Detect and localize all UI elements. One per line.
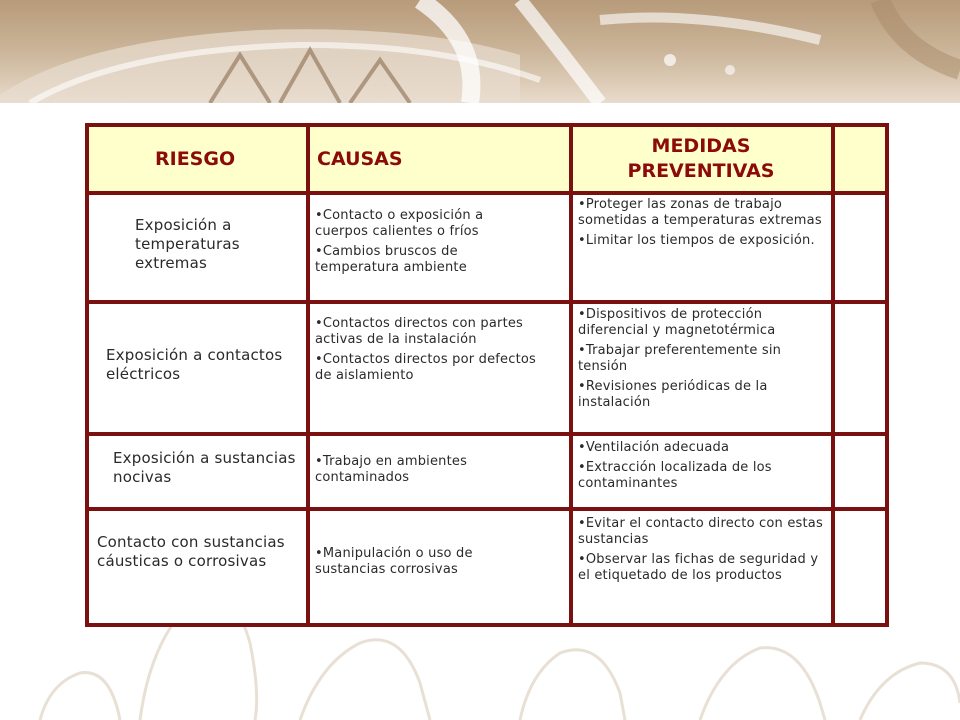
header-causas-cell — [310, 127, 569, 191]
list-item: •Ventilación adecuada — [578, 440, 730, 455]
row3-riesgo-cell — [89, 436, 306, 507]
list-item: •Dispositivos de protección diferencial y magnetotérmica — [578, 307, 776, 338]
list-item: •Proteger las zonas de trabajo sometidas a temperaturas extremas — [578, 197, 822, 228]
header-banner — [0, 0, 960, 103]
row2-riesgo: Exposición a contactos eléctricos — [106, 346, 283, 383]
header-medidas-cell — [573, 127, 831, 191]
row3-empty-cell — [835, 436, 885, 507]
row3-causas-cell — [310, 436, 569, 507]
row2-causas-list — [315, 316, 550, 388]
risk-table — [85, 123, 889, 627]
row1-causas-list — [315, 208, 530, 280]
row1-riesgo-cell — [89, 195, 306, 300]
list-item: •Contacto o exposición a cuerpos calientes o fríos — [315, 208, 484, 239]
row3-riesgo: Exposición a sustancias nocivas — [113, 449, 296, 486]
row3-medidas-list — [578, 440, 823, 496]
header-riesgo: RIESGO — [155, 148, 236, 170]
list-item: •Extracción localizada de los contaminantes — [578, 460, 772, 491]
list-item: •Manipulación o uso de sustancias corrosivas — [315, 546, 473, 577]
row2-riesgo-cell — [89, 304, 306, 432]
row2-causas-cell — [310, 304, 569, 432]
row2-medidas-cell — [573, 304, 831, 432]
list-item: •Observar las fichas de seguridad y el etiquetado de los productos — [578, 552, 819, 583]
row4-riesgo: Contacto con sustancias cáusticas o corrosivas — [97, 533, 285, 570]
row1-causas-cell — [310, 195, 569, 300]
row4-medidas-list — [578, 516, 823, 588]
list-item: •Evitar el contacto directo con estas sustancias — [578, 516, 823, 547]
list-item: •Revisiones periódicas de la instalación — [578, 379, 768, 410]
row2-empty-cell — [835, 304, 885, 432]
list-item: •Cambios bruscos de temperatura ambiente — [315, 244, 467, 275]
row4-medidas-cell — [573, 511, 831, 623]
list-item: •Contactos directos con partes activas de la instalación — [315, 316, 524, 347]
list-item: •Contactos directos por defectos de aislamiento — [315, 352, 537, 383]
header-riesgo-cell — [89, 127, 306, 191]
list-item: •Trabajar preferentemente sin tensión — [578, 343, 782, 374]
row4-riesgo-cell — [89, 511, 306, 623]
banner-decoration — [0, 0, 960, 103]
list-item: •Limitar los tiempos de exposición. — [578, 233, 815, 248]
list-item: •Trabajo en ambientes contaminados — [315, 454, 468, 485]
header-medidas: MEDIDAS PREVENTIVAS — [627, 135, 775, 182]
row4-causas-list — [315, 546, 530, 582]
row1-medidas-list — [578, 197, 823, 253]
row1-medidas-cell — [573, 195, 831, 300]
header-causas: CAUSAS — [317, 148, 403, 170]
row1-riesgo: Exposición a temperaturas extremas — [135, 216, 240, 272]
row3-medidas-cell — [573, 436, 831, 507]
row4-empty-cell — [835, 511, 885, 623]
row4-causas-cell — [310, 511, 569, 623]
header-empty-cell — [835, 127, 885, 191]
row3-causas-list — [315, 454, 530, 490]
row2-medidas-list — [578, 307, 823, 415]
row1-empty-cell — [835, 195, 885, 300]
